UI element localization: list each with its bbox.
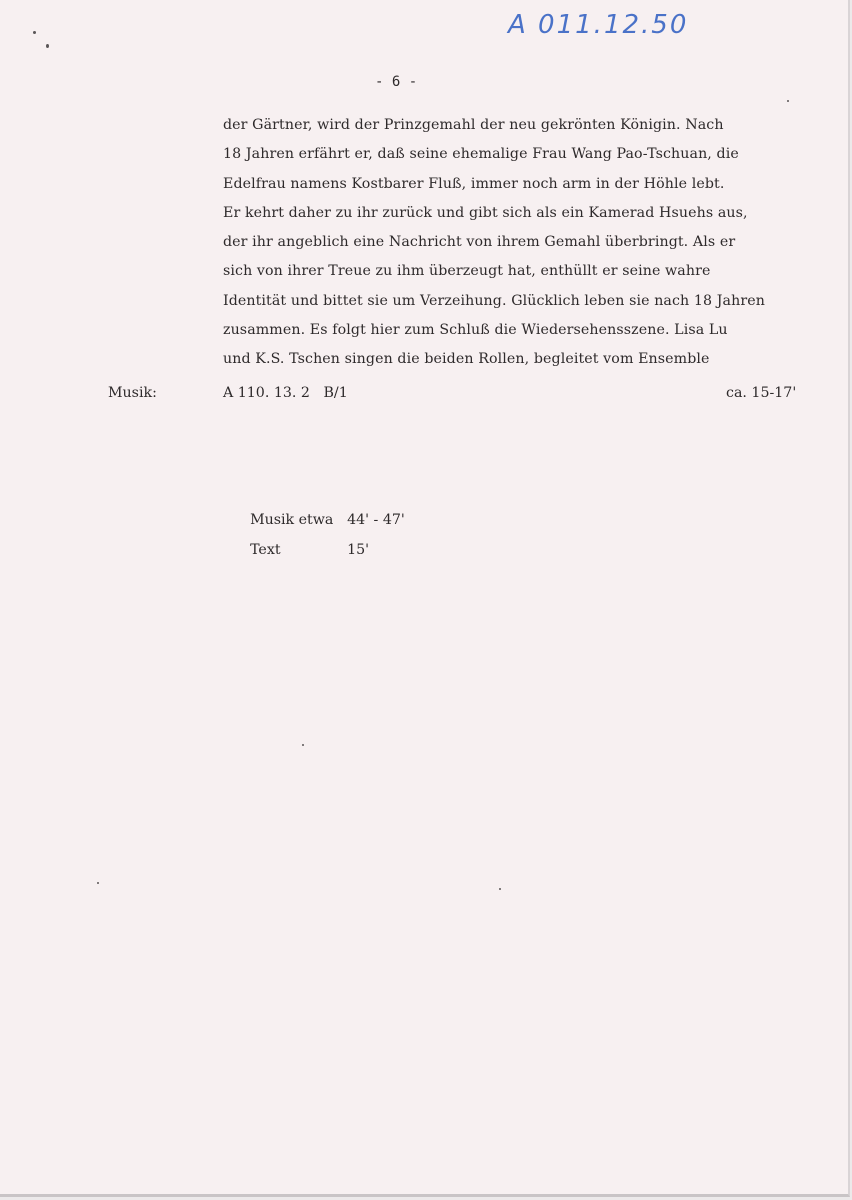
page-number: - 6 - xyxy=(375,74,418,90)
handwritten-archive-number: A 011.12.50 xyxy=(508,10,689,40)
text-line: der Gärtner, wird der Prinzgemahl der neu gekrönten Königin. Nach xyxy=(223,117,724,133)
summary-music-row xyxy=(223,475,405,528)
text-line: Edelfrau namens Kostbarer Fluß, immer noch arm in der Höhle lebt. xyxy=(223,175,725,192)
music-duration: ca. 15-17' xyxy=(726,385,797,401)
paper-speck xyxy=(33,31,36,34)
paper-speck xyxy=(787,100,789,102)
paper-speck xyxy=(499,888,501,890)
text-line: der ihr angeblich eine Nachricht von ihrem Gemahl überbringt. Als er xyxy=(223,234,736,251)
timing-summary xyxy=(223,475,405,558)
summary-text-value: 15' xyxy=(347,542,370,558)
music-reference: A 110. 13. 2 B/1 xyxy=(223,385,348,401)
paper-speck xyxy=(302,744,304,746)
paper-speck xyxy=(97,882,99,884)
summary-music-value: 44' - 47' xyxy=(347,512,405,528)
music-label: Musik: xyxy=(108,385,157,401)
text-line: sich von ihrer Treue zu ihm überzeugt hat, enthüllt er seine wahre xyxy=(223,263,711,280)
text-line: Identität und bittet sie um Verzeihung. Glücklich leben sie nach 18 Jahren xyxy=(223,292,765,309)
text-line: und K.S. Tschen singen die beiden Rollen, begleitet vom Ensemble xyxy=(223,351,710,368)
text-line: 18 Jahren erfährt er, daß seine ehemalige Frau Wang Pao-Tschuan, die xyxy=(223,146,739,163)
body-text xyxy=(223,111,833,375)
paper-speck xyxy=(46,44,49,48)
summary-music-label: Musik etwa xyxy=(250,512,334,528)
summary-text-row xyxy=(223,505,405,558)
text-line: Er kehrt daher zu ihr zurück und gibt sich als ein Kamerad Hsuehs aus, xyxy=(223,204,748,221)
summary-text-label: Text xyxy=(250,542,281,558)
text-line: zusammen. Es folgt hier zum Schluß die Wiedersehensszene. Lisa Lu xyxy=(223,322,728,339)
